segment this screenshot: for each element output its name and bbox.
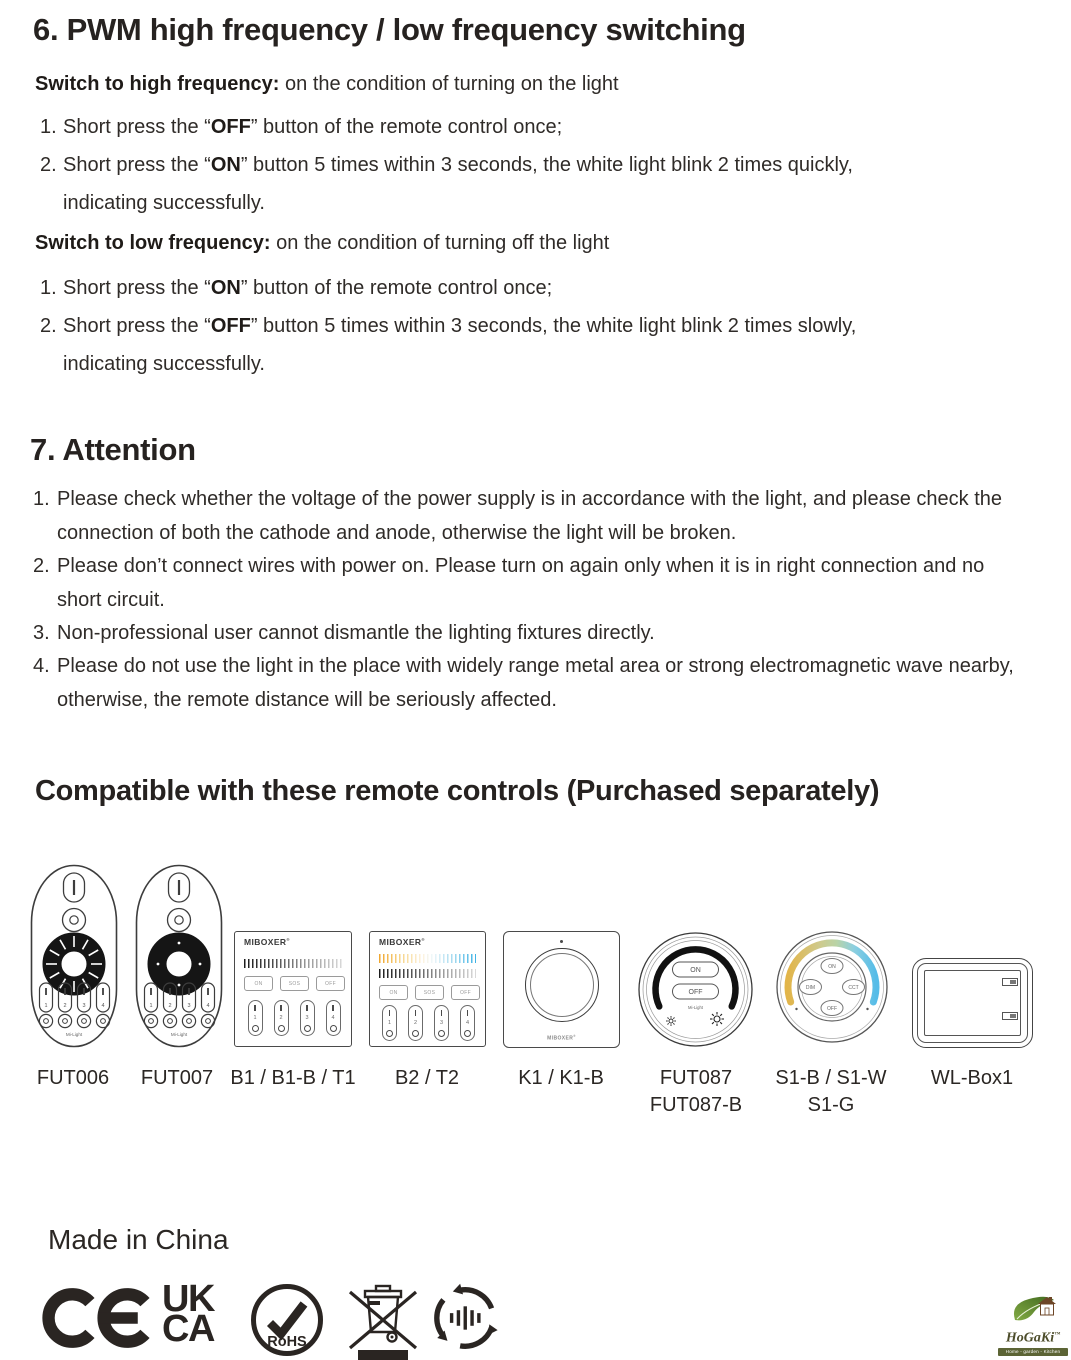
svg-text:1: 1 [44, 1003, 48, 1009]
svg-text:ON: ON [828, 964, 836, 970]
off-button: OFF [316, 976, 345, 991]
sos-button: SOS [280, 976, 309, 991]
list-marker: 2. [40, 315, 57, 337]
svg-text:OFF: OFF [827, 1006, 837, 1012]
list-text: Short press the “OFF” button 5 times within 3 seconds, the white light blink 2 times slowly, indicating successfully. [63, 315, 857, 375]
list-text: Please do not use the light in the place with widely range metal area or strong electromagnetic wave nearby, otherwise, the remote distance will be seriously affected. [57, 655, 1014, 711]
list-text: Please don’t connect wires with power on. Please turn on again only when it is in right connection and no short circuit. [57, 555, 985, 611]
attention-item [33, 650, 1025, 717]
remote-fut006-illustration [30, 864, 118, 1048]
milight-logo: Mi-Light [170, 1032, 188, 1037]
svg-text:OFF: OFF [688, 989, 703, 996]
list-marker: 1. [40, 277, 57, 299]
on-button: ON [379, 985, 408, 1000]
high-frequency-lead-bold: Switch to high frequency: [35, 73, 280, 95]
high-frequency-lead-rest: on the condition of turning on the light [279, 73, 619, 95]
device-label: S1-B / S1-W S1-G [775, 1067, 887, 1116]
port-icon [1002, 1012, 1018, 1020]
off-button: OFF [451, 985, 480, 1000]
attention-item [33, 617, 1025, 651]
indicator-dot-icon [560, 940, 563, 943]
device-label: WL-Box1 [930, 1067, 1014, 1089]
miboxer-logo: MIBOXER® [547, 1034, 576, 1042]
list-marker: 3. [33, 622, 50, 644]
wlbox1-illustration [912, 958, 1033, 1048]
low-frequency-lead-bold: Switch to low frequency: [35, 232, 271, 254]
list-marker: 2. [33, 555, 50, 577]
list-item [40, 108, 562, 146]
on-button: ON [244, 976, 273, 991]
miboxer-logo: MIBOXER® [379, 937, 425, 947]
list-item [40, 269, 552, 307]
zone-button: 3 [434, 1005, 449, 1041]
weee-bin-icon [342, 1280, 424, 1360]
device-label: B1 / B1-B / T1 [230, 1067, 356, 1089]
list-marker: 1. [40, 116, 57, 138]
svg-text:3: 3 [82, 1003, 86, 1009]
remote-fut087-illustration [637, 932, 754, 1048]
svg-text:2: 2 [63, 1003, 67, 1009]
svg-text:ON: ON [690, 967, 701, 974]
made-in-china-label: Made in China [48, 1224, 229, 1255]
brightness-bar-icon [244, 959, 342, 968]
remote-fut007-illustration [135, 864, 223, 1048]
zone-button: 2 [408, 1005, 423, 1041]
svg-text:CCT: CCT [848, 985, 859, 991]
rotary-knob-icon [525, 948, 599, 1022]
device-label: K1 / K1-B [518, 1067, 604, 1089]
device-label: FUT006 [36, 1067, 110, 1089]
list-marker: 2. [40, 154, 57, 176]
port-icon [1002, 978, 1018, 986]
list-text: Short press the “ON” button 5 times within 3 seconds, the white light blink 2 times quickly, indicating successfully. [63, 154, 853, 214]
svg-text:DIM: DIM [805, 985, 816, 991]
milight-logo: Mi-Light [688, 1005, 703, 1010]
attention-item [33, 483, 1025, 550]
sos-button: SOS [415, 985, 444, 1000]
section6-title: 6. PWM high frequency / low frequency switching [33, 12, 746, 47]
svg-text:1: 1 [149, 1003, 153, 1009]
list-marker: 1. [33, 488, 50, 510]
milight-logo: Mi-Light [65, 1032, 83, 1037]
ce-mark-icon [40, 1280, 152, 1356]
compatible-title: Compatible with these remote controls (Purchased separately) [35, 775, 880, 807]
list-item [40, 146, 885, 222]
device-label: FUT007 [140, 1067, 214, 1089]
svg-text:2: 2 [168, 1003, 172, 1009]
zone-button: 2 [274, 1000, 289, 1036]
low-frequency-lead [35, 231, 609, 255]
zone-button: 1 [248, 1000, 263, 1036]
svg-text:4: 4 [101, 1003, 105, 1009]
zone-button: 4 [326, 1000, 341, 1036]
hogaki-logo [998, 1295, 1068, 1356]
panel-b2-illustration [369, 931, 486, 1047]
miboxer-logo: MIBOXER® [244, 937, 290, 947]
list-text: Non-professional user cannot dismantle the lighting fixtures directly. [57, 622, 655, 644]
svg-text:RoHS: RoHS [267, 1334, 307, 1350]
recycle-circle-icon [428, 1281, 502, 1355]
list-marker: 4. [33, 655, 50, 677]
devices-row [0, 860, 1071, 1130]
device-label: B2 / T2 [394, 1067, 460, 1089]
leaf-house-icon [1009, 1295, 1057, 1323]
zone-button: 1 [382, 1005, 397, 1041]
remote-s1-illustration [776, 929, 888, 1047]
brightness-bar-icon [379, 969, 476, 978]
section7-title: 7. Attention [30, 432, 196, 467]
svg-text:4: 4 [206, 1003, 210, 1009]
rohs-mark-icon [250, 1283, 324, 1357]
list-text: Short press the “ON” button of the remote control once; [63, 277, 553, 299]
brand-tagline: Home - garden - Kitchen [998, 1348, 1068, 1356]
svg-text:3: 3 [187, 1003, 191, 1009]
low-frequency-lead-rest: on the condition of turning off the light [270, 232, 610, 254]
brand-name: HoGaKi™ [1005, 1330, 1061, 1346]
zone-button: 4 [460, 1005, 475, 1041]
zone-button: 3 [300, 1000, 315, 1036]
list-item [40, 307, 885, 383]
panel-k1-illustration [503, 931, 620, 1048]
attention-item [33, 550, 1025, 617]
panel-b1-illustration [234, 931, 352, 1047]
list-text: Short press the “OFF” button of the remote control once; [63, 116, 563, 138]
device-label: FUT087 FUT087-B [649, 1067, 743, 1116]
list-text: Please check whether the voltage of the power supply is in accordance with the light, and please check the connection of both the cathode and anode, otherwise the light will be broken. [57, 488, 1003, 544]
high-frequency-lead [35, 72, 619, 96]
cct-bar-icon [379, 954, 476, 963]
ukca-mark-icon: UK CA [162, 1278, 214, 1350]
